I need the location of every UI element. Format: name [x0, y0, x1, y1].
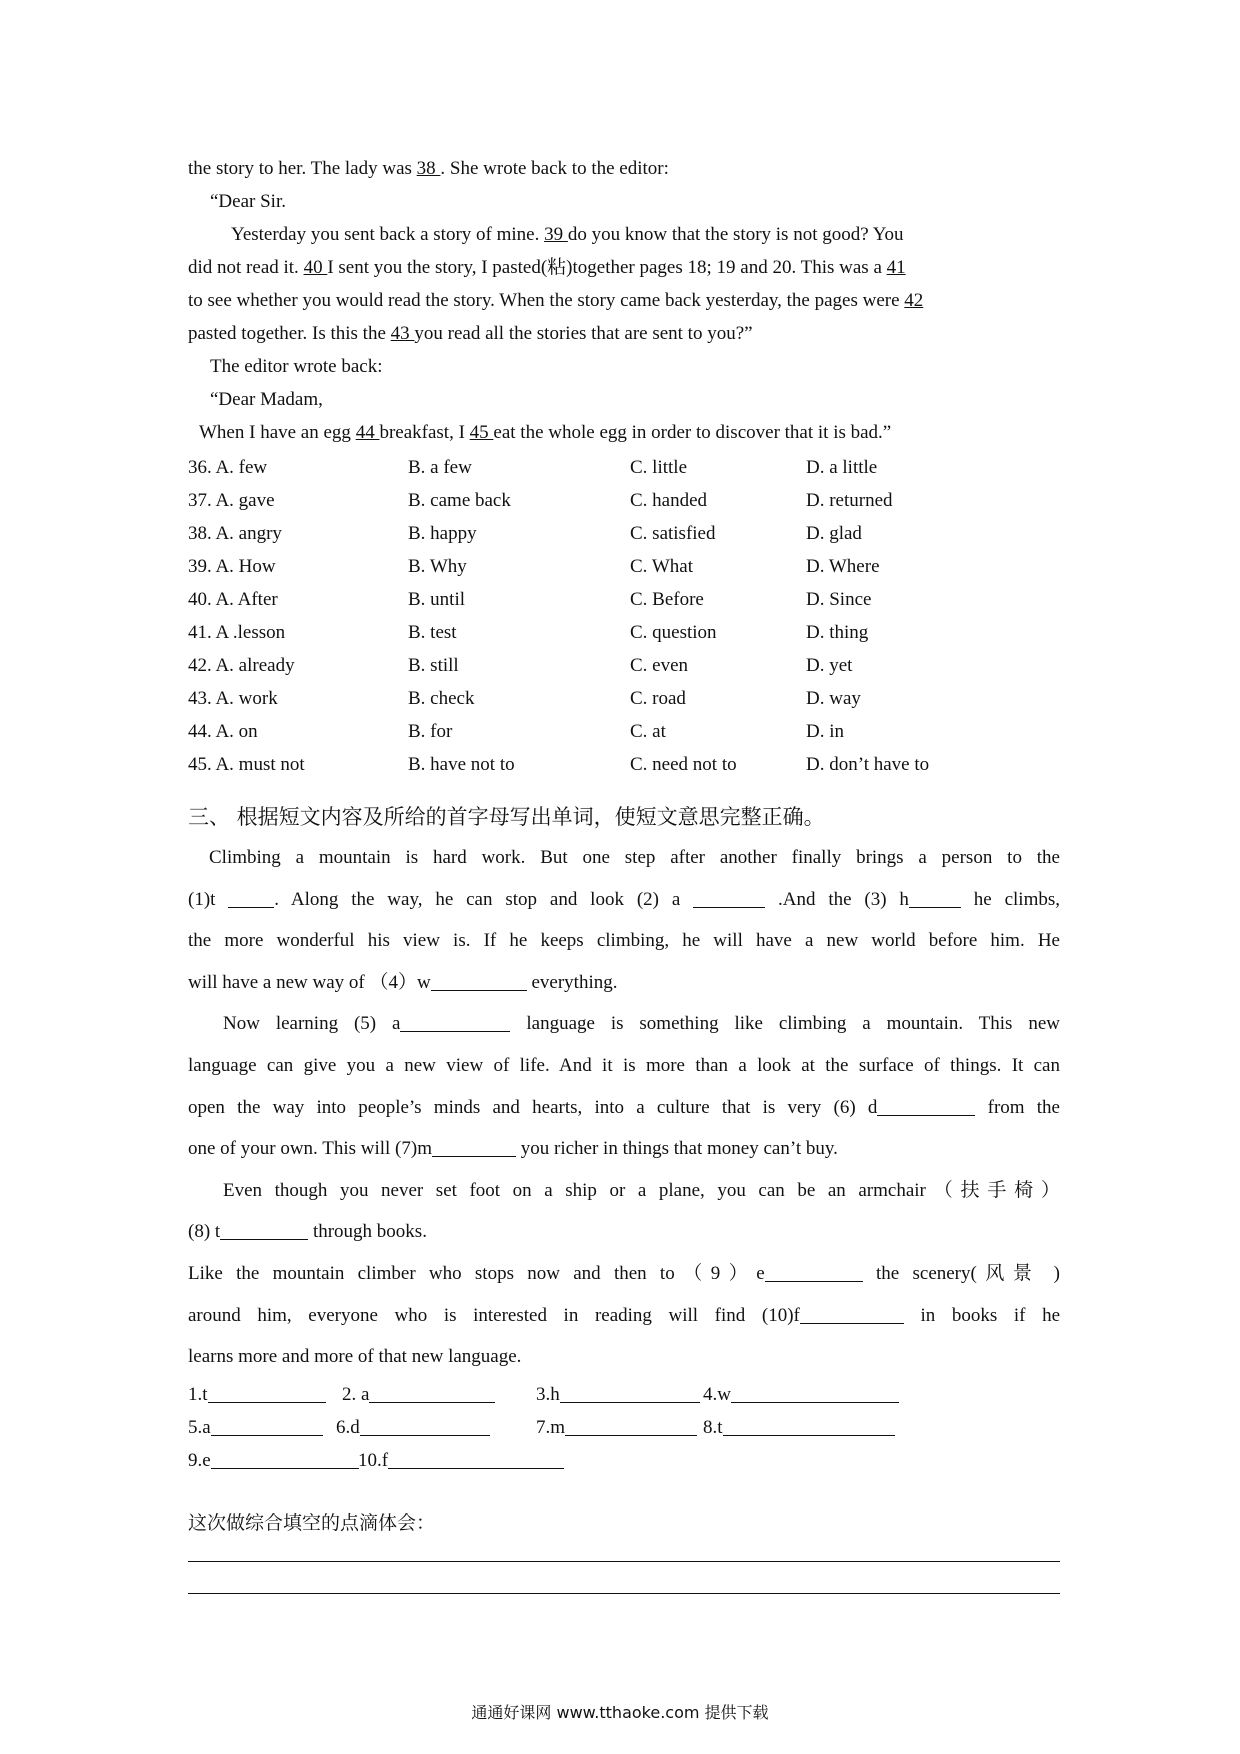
- blank-4: [431, 970, 527, 991]
- option-a: 39. A. How: [188, 556, 276, 577]
- option-b: B. test: [408, 622, 457, 643]
- blank-2: [693, 887, 765, 908]
- answer-4: 4.w: [703, 1378, 899, 1411]
- option-a: 37. A. gave: [188, 490, 275, 511]
- answer-1: 1.t: [188, 1378, 326, 1411]
- option-d: D. yet: [806, 655, 853, 676]
- option-c: C. Before: [630, 589, 704, 610]
- option-d: D. thing: [806, 622, 869, 643]
- blank-40: 40: [303, 257, 328, 278]
- option-c: C. even: [630, 655, 689, 676]
- option-row: [188, 616, 1060, 649]
- page-footer: 通通好课网 www.tthaoke.com 提供下载: [471, 1703, 769, 1722]
- answer-7: 7.m: [536, 1411, 697, 1444]
- section-3-line-12: around him, everyone who is interested in reading will find (10)f in books if he: [188, 1304, 1060, 1326]
- option-row: [188, 649, 1060, 682]
- passage-line-5: to see whether you would read the story. When the story came back yesterday, the pages were 42: [188, 290, 924, 311]
- blank-41: 41: [886, 257, 906, 278]
- blank-43: 43: [390, 323, 415, 344]
- blank-6: [877, 1095, 975, 1116]
- option-d: D. a little: [806, 457, 878, 478]
- options-list: [188, 451, 1060, 781]
- reflection-label: 这次做综合填空的点滴体会：: [188, 1511, 436, 1534]
- answer-row-2: [188, 1411, 1060, 1444]
- blank-5: [400, 1011, 510, 1032]
- answer-10: 10.f: [358, 1444, 564, 1477]
- option-b: B. came back: [408, 490, 511, 511]
- option-d: D. Since: [806, 589, 872, 610]
- option-b: B. still: [408, 655, 459, 676]
- blank-44: 44: [355, 422, 380, 443]
- section-3-line-8: one of your own. This will (7)m you richer in things that money can’t buy.: [188, 1138, 838, 1160]
- passage-line-9: When I have an egg 44 breakfast, I 45 eat the whole egg in order to discover that it is bad.”: [199, 422, 892, 443]
- answer-8: 8.t: [703, 1411, 895, 1444]
- option-d: D. don’t have to: [806, 754, 930, 775]
- blank-45: 45: [469, 422, 494, 443]
- reflection-line-2[interactable]: [188, 1593, 1060, 1594]
- passage-line-6: pasted together. Is this the 43 you read all the stories that are sent to you?”: [188, 323, 753, 344]
- option-b: B. happy: [408, 523, 477, 544]
- blank-1: [228, 887, 274, 908]
- option-row: [188, 682, 1060, 715]
- option-d: D. returned: [806, 490, 893, 511]
- section-3-line-7: open the way into people’s minds and hearts, into a culture that is very (6) d from the: [188, 1096, 1060, 1118]
- blank-3: [909, 887, 961, 908]
- answer-2: 2. a: [342, 1378, 495, 1411]
- passage-line-7: The editor wrote back:: [210, 356, 383, 377]
- option-a: 45. A. must not: [188, 754, 305, 775]
- passage-line-3: Yesterday you sent back a story of mine. 39 do you know that the story is not good? You: [231, 224, 904, 245]
- option-c: C. satisfied: [630, 523, 716, 544]
- option-row: [188, 484, 1060, 517]
- option-row: [188, 517, 1060, 550]
- option-c: C. need not to: [630, 754, 737, 775]
- reflection-line-1[interactable]: [188, 1561, 1060, 1562]
- option-a: 42. A. already: [188, 655, 295, 676]
- answer-row-3: [188, 1444, 1060, 1477]
- passage-line-1: the story to her. The lady was 38 . She wrote back to the editor:: [188, 158, 669, 179]
- section-3-title: 三、 根据短文内容及所给的首字母写出单词，使短文意思完整正确。: [188, 805, 825, 829]
- option-d: D. way: [806, 688, 861, 709]
- option-a: 41. A .lesson: [188, 622, 286, 643]
- section-3-line-6: language can give you a new view of life. And it is more than a look at the surface of things. It can: [188, 1054, 1060, 1076]
- answer-line[interactable]: [565, 1417, 697, 1436]
- blank-10: [800, 1303, 904, 1324]
- option-a: 43. A. work: [188, 688, 278, 709]
- content-area: [188, 152, 1060, 1594]
- answer-line[interactable]: [560, 1384, 700, 1403]
- option-row: [188, 715, 1060, 748]
- option-c: C. little: [630, 457, 687, 478]
- answer-line[interactable]: [369, 1384, 495, 1403]
- section-3-line-9: Even though you never set foot on a ship or a plane, you can be an armchair（扶手椅）: [223, 1179, 1060, 1201]
- option-c: C. question: [630, 622, 717, 643]
- answer-line[interactable]: [388, 1450, 564, 1469]
- option-c: C. at: [630, 721, 666, 742]
- option-c: C. road: [630, 688, 686, 709]
- section-3-line-11: Like the mountain climber who stops now and then to（9）e the scenery(风景 ): [188, 1262, 1060, 1284]
- section-3-line-1: Climbing a mountain is hard work. But one step after another finally brings a person to the: [209, 847, 1060, 868]
- section-3-line-13: learns more and more of that new language.: [188, 1346, 522, 1368]
- option-b: B. a few: [408, 457, 472, 478]
- blank-38: 38: [416, 158, 441, 179]
- answer-row-1: [188, 1378, 1060, 1411]
- blank-9: [765, 1261, 863, 1282]
- answer-9: 9.e: [188, 1444, 359, 1477]
- blank-39: 39: [544, 224, 568, 245]
- answer-line[interactable]: [360, 1417, 490, 1436]
- option-d: D. glad: [806, 523, 862, 544]
- section-3-line-5: Now learning (5) a language is something like climbing a mountain. This new: [223, 1013, 1061, 1035]
- section-3-line-2: (1)t . Along the way, he can stop and look (2) a .And the (3) h he climbs,: [188, 888, 1060, 910]
- passage-line-4: did not read it. 40 I sent you the story, I pasted(粘)together pages 18; 19 and 20. This was a 41: [188, 257, 906, 278]
- answer-line[interactable]: [208, 1384, 326, 1403]
- option-d: D. in: [806, 721, 844, 742]
- option-b: B. Why: [408, 556, 467, 577]
- answer-line[interactable]: [723, 1417, 895, 1436]
- answer-5: 5.a: [188, 1411, 323, 1444]
- answer-line[interactable]: [211, 1417, 323, 1436]
- option-row: [188, 550, 1060, 583]
- option-row: [188, 583, 1060, 616]
- option-c: C. What: [630, 556, 693, 577]
- option-d: D. Where: [806, 556, 880, 577]
- blank-7: [432, 1136, 516, 1157]
- option-a: 36. A. few: [188, 457, 268, 478]
- option-row: [188, 451, 1060, 484]
- answer-line[interactable]: [211, 1450, 359, 1469]
- option-b: B. have not to: [408, 754, 515, 775]
- option-b: B. check: [408, 688, 475, 709]
- blank-42: 42: [904, 290, 924, 311]
- option-c: C. handed: [630, 490, 708, 511]
- section-3-line-10: (8) t through books.: [188, 1221, 427, 1243]
- blank-8: [220, 1219, 308, 1240]
- passage-line-8: “Dear Madam,: [210, 389, 323, 410]
- section-3-line-4: will have a new way of （4）w everything.: [188, 971, 618, 993]
- option-b: B. for: [408, 721, 453, 742]
- answer-3: 3.h: [536, 1378, 700, 1411]
- option-b: B. until: [408, 589, 466, 610]
- option-row: [188, 748, 1060, 781]
- passage-line-2: “Dear Sir.: [210, 191, 286, 212]
- option-a: 40. A. After: [188, 589, 278, 610]
- answer-6: 6.d: [336, 1411, 490, 1444]
- answer-line[interactable]: [731, 1384, 899, 1403]
- section-3-line-3: the more wonderful his view is. If he keeps climbing, he will have a new world before him. He: [188, 930, 1060, 952]
- option-a: 44. A. on: [188, 721, 258, 742]
- option-a: 38. A. angry: [188, 523, 282, 544]
